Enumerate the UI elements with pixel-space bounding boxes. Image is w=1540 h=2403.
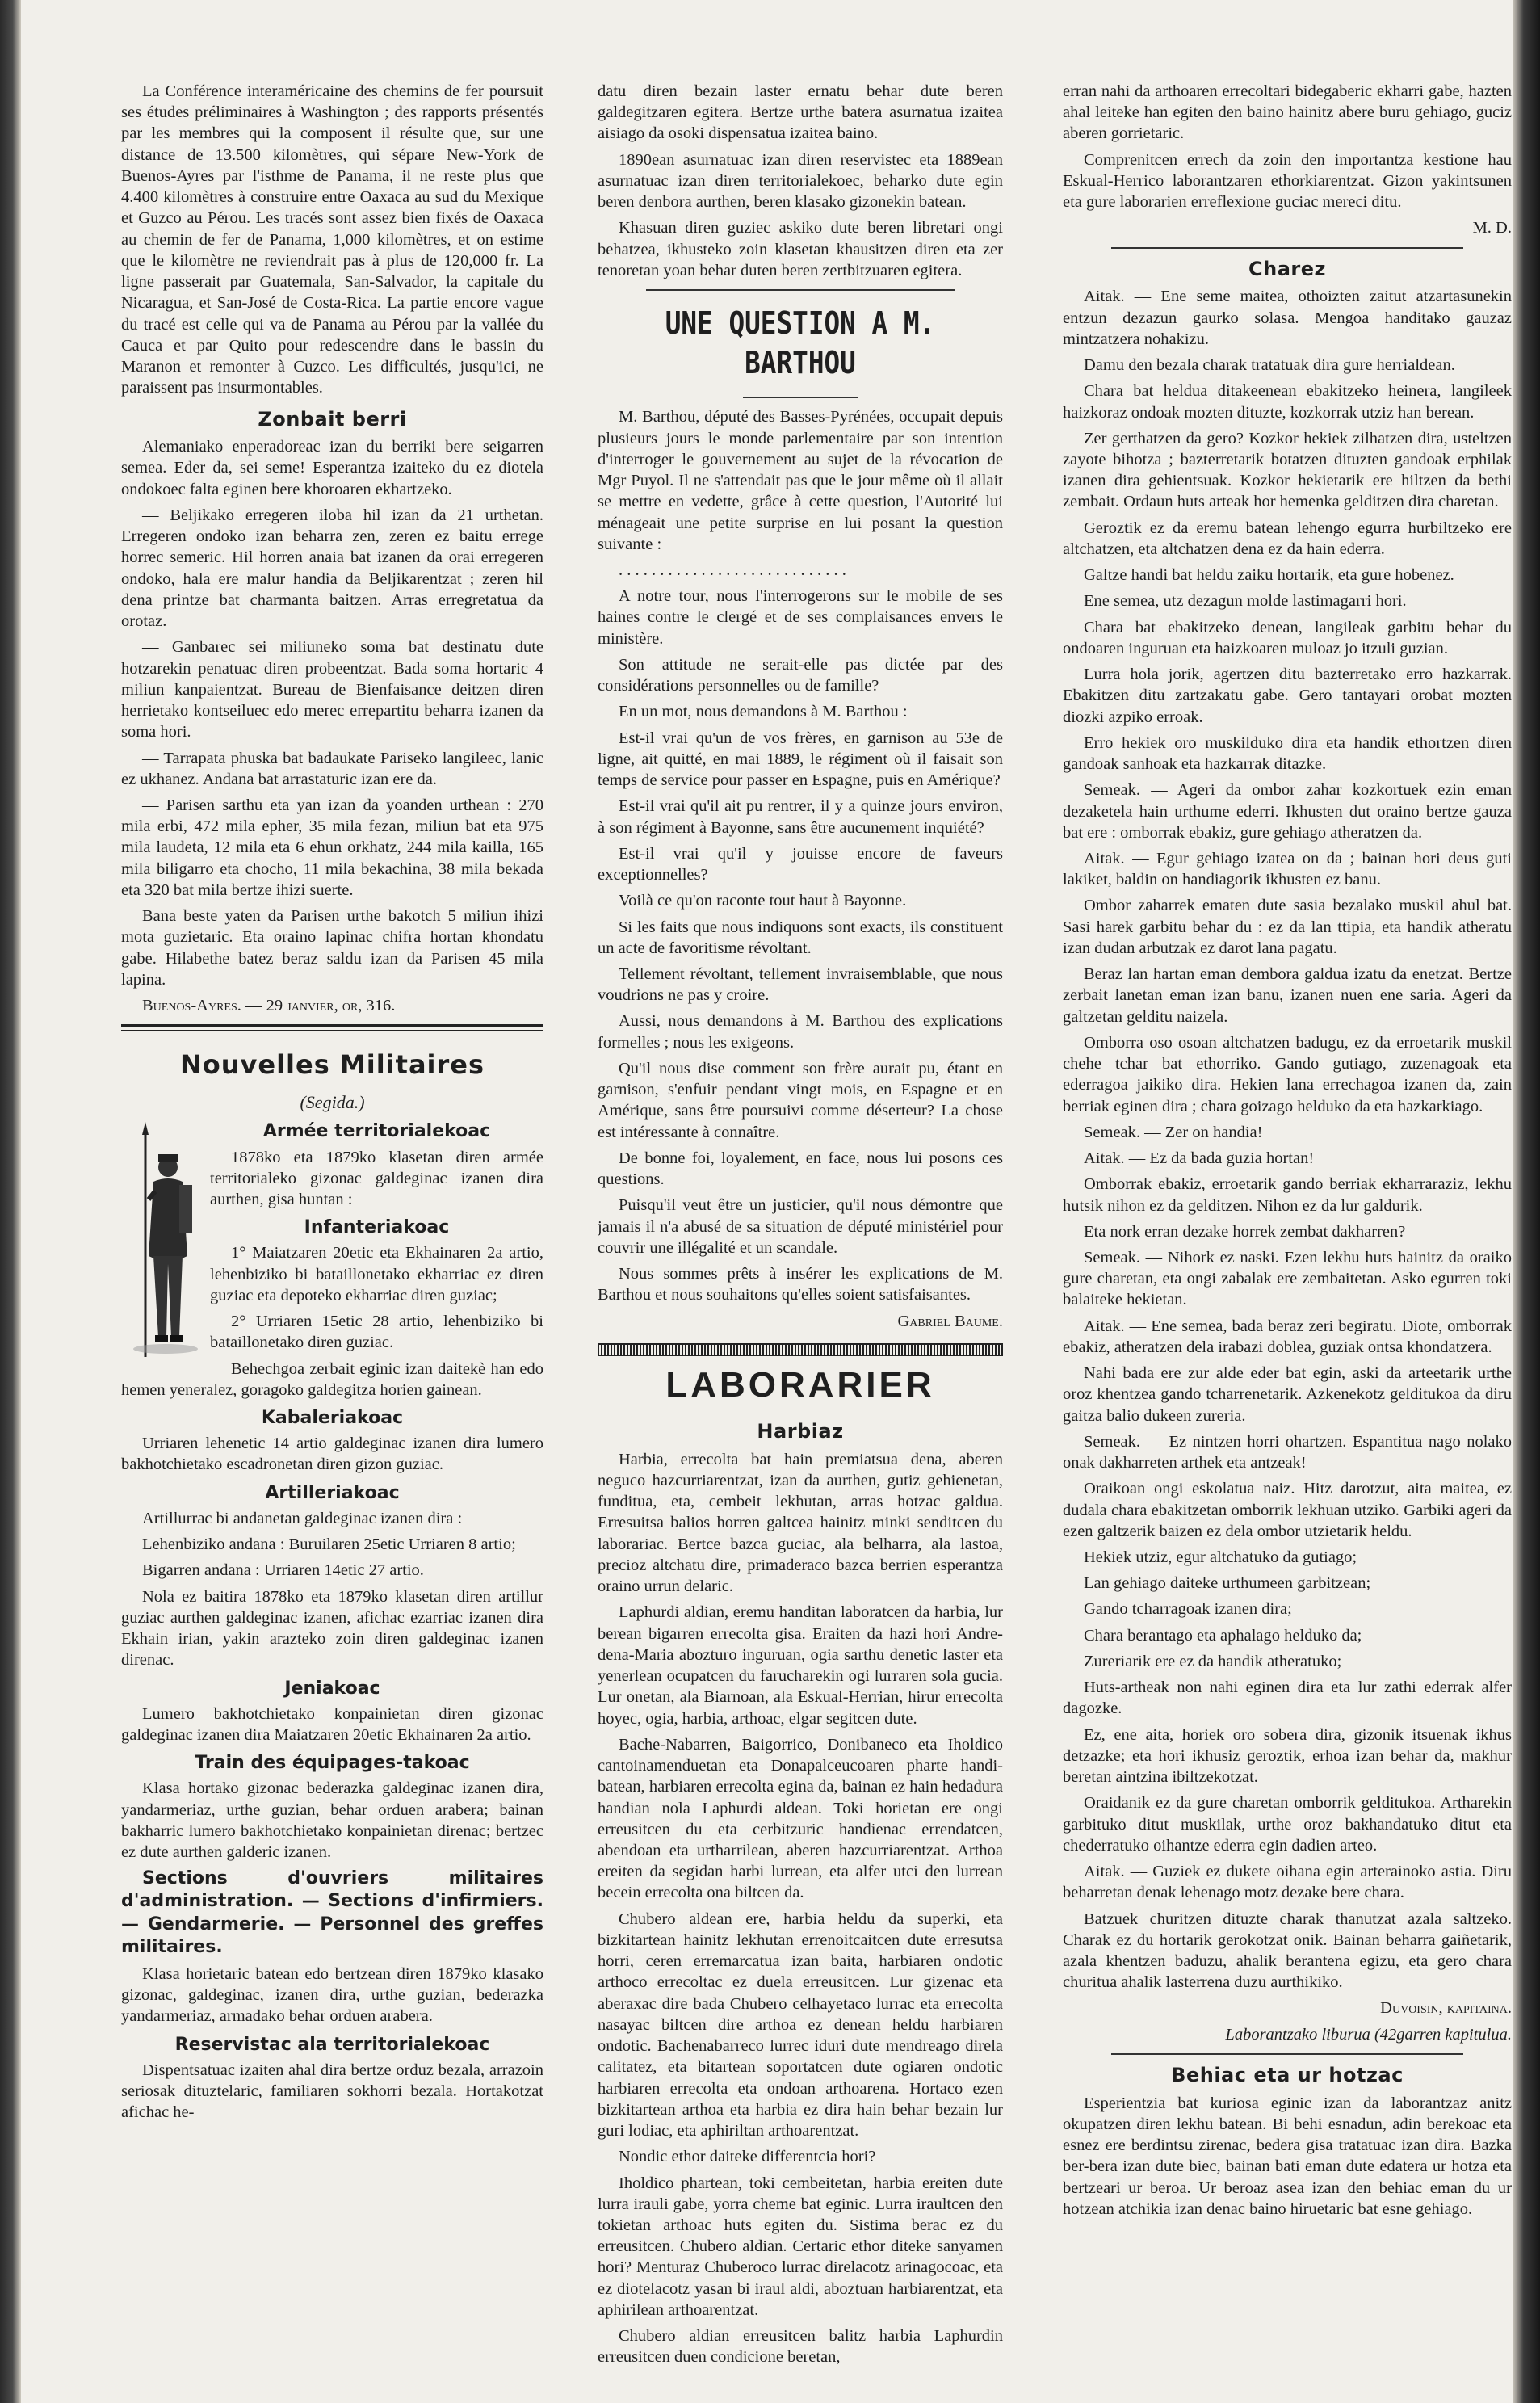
paragraph: Est-il vrai qu'il ait pu rentrer, il y a quinze jours environ, à son régiment à Bayonne, sans être aucunement inquiété? [598,797,1003,837]
dialogue: Batzuek churitzen dituzte charak thanutzat azala saltzeko. Charak ez du hortarik gerokotzat onik. Bainan beharra gaiñetarik, azala khentzen baduzu, ahalik berantena egizu, eta gero chara churitua ahalik lasterrena duzu aurthikiko. [1063,1909,1512,1992]
divider [743,397,858,398]
paragraph: Klasa hortako gizonac bederazka galdeginac izanen dira, yandarmeriaz, urthe guzian, behar orduen arabera; bainan bakharric lumero bakhotchietako konpainietan direnac; bertzec ez dute aurthen galderic izanen. [121,1779,543,1861]
ornamental-band [598,1343,1003,1356]
ellipsis-line: . . . . . . . . . . . . . . . . . . . . . . . . . . . . [619,561,846,579]
dialogue: Aitak. — Ene semea, bada beraz zeri begiratu. Diote, omborrak ebakiz, atheratzen dela irabazi doblea, guziak ontsa khondatzera. [1063,1317,1512,1356]
list-line: Gando tcharragoak izanen dira; [1084,1600,1292,1619]
paragraph: Chubero aldean ere, harbia heldu da superki, eta bizkitartean hainitz lekhutan errenoitcaitcen dute erresutsa horri, ceren erremarcatua izan baita, harbiaren ondotic arthoco errecoltac ez duela erreusitcen. Lur gizenac eta aberaxac dire bada Chubero celhayetaco lurrac eta errecolta nasayac biltcen dire arthoa ez denean heldu harbiaren ondotic. Bachenabarreco lurrec iduri dute mendreago direla calitatez, eta bitartean soportatcen dute ogiaren ondotic harbiaren errecolta eta ondoan arthoarena. Hortaco ezen bizkitartean arthoa eta harbia ez dira hain behar bezain lur guri lodiac, eta aphiriltan arthoarentzat. [598,1909,1003,2140]
dialogue: Omborrak ebakiz, erroetarik gando berriak ekharraraziz, lekhu hutsik nihon ez da gelditzen. Nihon ez da lur galdurik. [1063,1175,1512,1215]
list-line: Hekiek utziz, egur altchatuko da gutiago; [1084,1548,1357,1567]
paragraph: Est-il vrai qu'un de vos frères, en garnison au 53e de ligne, ait quitté, en mai 1889, le régiment où il faisait son temps de service pour passer en Espagne, puis en Amérique? [598,729,1003,790]
paragraph: 1878ko eta 1879ko klasetan diren armée territorialeko gizonac galdeginac izanen dira aurthen, gisa huntan : [210,1148,543,1209]
list-line: Zureriarik ere ez da handik atheratuko; [1084,1652,1342,1670]
paragraph: Est-il vrai qu'il y jouisse encore de faveurs exceptionnelles? [598,844,1003,884]
paragraph: Qu'il nous dise comment son frère aurait pu, étant en garnison, s'enfuir pendant vingt mois, en Espagne et en Amérique, sans être poursuivi comme déserteur? La chose est intéressante à connaître. [598,1059,1003,1141]
paragraph: erran nahi da arthoaren errecoltari bidegaberic ekharri gabe, hazten ahal leiteke han egiten den baino hainitz abere buru gehiago, guciz aberen gorrietaric. [1063,82,1512,143]
heading-artilleria: Artilleriakoac [265,1482,400,1503]
heading-train: Train des équipages-takoac [195,1753,470,1774]
dialogue: Aitak. — Egur gehiago izatea on da ; bainan hori deus guti lakiket, baldin on handiagorik ikhusten ez banu. [1063,849,1512,889]
heading-nouvelles-militaires: Nouvelles Militaires [179,1049,485,1081]
paragraph: Iholdico phartean, toki cembeitetan, harbia ereiten dute lurra irauli gabe, yorra cheme bat eginic. Lurra iraultcen den tokietan arthoac huts egiten du. Sistima berac ez du erreusitcen. Chubero aldian. Certaric ethor diteke sanyamen hori? Menturaz Chuberoco lurrac direlacotz arinagocoac, eta ez diotelacotz yasan bi iraul aldi, aboztuan harbiarentzat, eta aphirilean arthoarentzat. [598,2174,1003,2319]
dialogue: Damu den bezala charak tratatuak dira gure herrialdean. [1084,356,1455,375]
paragraph: Nondic ethor daiteke differentcia hori? [619,2148,876,2166]
dialogue: Oraidanik ez da gure charetan omborrik gelditukoa. Artharekin garbituko ditut muskilak, urthe oroz bakhandatuko ditut eta chederratuko oihantze ederra egin dadien arteo. [1063,1794,1512,1855]
dialogue: Aitak. — Ene seme maitea, othoizten zaitut atzartasunekin entzun dezazun gaurko solasa. Mengoa handitako gauzaz mintzatzera nohakizu. [1063,288,1512,348]
headline-barthou: UNE QUESTION A M. BARTHOU [665,305,936,380]
dateline: Buenos-Ayres. — 29 janvier, or, 316. [142,997,396,1015]
paragraph: Dispentsatuac izaiten ahal dira bertze orduz bezala, arrazoin seriosak dituztelaric, familiaren sokhorri bezala. Hortakotzat afichac he- [121,2061,543,2122]
paragraph: Comprenitcen errech da zoin den importantza kestione hau Eskual-Herrico laborantzaren ethorkiarentzat. Gizon yakintsunen eta gure laborarien erreflexione guciac mereci ditu. [1063,150,1512,212]
dialogue: Lurra hola jorik, agertzen ditu bazterretako erro hazkarrak. Ebakitzen ditu zartzakatu gabe. Gero tantayari orobat mozten diozki azpiko erroak. [1063,666,1512,726]
signature-baume: Gabriel Baume. [897,1312,1003,1330]
paragraph: Si les faits que nous indiquons sont exacts, ils constituent un acte de favoritisme révoltant. [598,918,1003,957]
column-1 [121,81,543,2379]
paragraph: Behechgoa zerbait eginic izan daitekè han edo hemen yeneralez, goragoko galdegitza horien gainean. [121,1359,543,1399]
paragraph: M. Barthou, député des Basses-Pyrénées, occupait depuis plusieurs jours le monde parlementaire par son intention d'interroger le gouvernement au sujet de la révocation de Mgr Puyol. Il ne s'attendait pas que le jour même où il allait se mettre en vedette, grâce à cette question, l'Autorité lui ménageait une petite surprise en lui posant la question suivante : [598,408,1003,553]
heading-behiac: Behiac eta ur hotzac [1171,2063,1404,2086]
divider [1111,2053,1463,2055]
article-conference: La Conférence interaméricaine des chemins de fer poursuit ses études préliminaires à Washington ; des rapports présentés par les membres qui la composent il résulte que, sur une distance de 13.500 kilomètres, qui sépare New-York de Buenos-Ayres par l'isthme de Panama, il ne reste plus que 4.400 kilomètres à construire entre Oaxaca au sud du Mexique et Guzco au Pérou. Les tracés sont assez bien fixés de Oaxaca au chemin de fer de Panama, 1,000 kilomètres, et on estime que le kilomètre ne reviendrait pas à plus de 120,000 fr. La ligne passerait par Guatemala, San-Salvador, la capitale du Nicaragua, et San-José de Costa-Rica. La partie encore vague du tracé est celle qui va de Panama au Pérou par la vallée du Cauca et par Quito pour redescendre dans le bassin du Maranon et remonter à Cuzco. Les difficultés, jusqu'ici, ne paraissent pas insurmontables. [121,82,543,397]
dialogue: Semeak. — Zer on handia! [1084,1123,1263,1141]
paragraph: Laphurdi aldian, eremu handitan laboratcen da harbia, lur berean bigarren errecolta gisa. Eraiten da hazi hori Andre-dena-Maria abozturo inguruan, ogia sarthu denetic laster eta yenerlean ocupatcen du farucharekin ogi lurraren sola gucia. Lur onetan, ala Biarnoan, ala Eskual-Herrian, hirur errecolta hoyec, ogia, harbia, arthoac, elgar segitcen dute. [598,1603,1003,1728]
dialogue: Semeak. — Nihork ez naski. Ezen lekhu huts hainitz da oraiko gure charetan, eta ongi zabalak ere zembaitetan. Asko egurren toki balaiteke hekietan. [1063,1248,1512,1309]
paragraph: Alemaniako enperadoreac izan du berriki bere seigarren semea. Eder da, sei seme! Esperantza izaiteko du ez diotela ondokoec falta eginen bere khoroaren ekhartzeko. [121,438,543,498]
list-line: Lan gehiago daiteke urthumeen garbitzean; [1084,1574,1371,1593]
paragraph: Khasuan diren guziec askiko dute beren libretari ongi behatzea, ikhusteko zoin klasetan khausitzen diren eta zer tenoretan yoan behar duten beren zertbitzuaren egitera. [598,219,1003,279]
heading-reservistac: Reservistac ala territorialekoac [174,2034,490,2055]
paragraph: Esperientzia bat kuriosa eginic izan da laborantzaz anitz okupatzen diren lekhu batean. Bi behi esnadun, adin berekoac eta esnez ere berdintsu zirenac, bedera gisa tratatuac izan dira. Bazka ber-bera izan dute biec, bainan bati eman dute edatera ur hotza eta bertzeari ur beroa. Ur beroaz asea izan den behiac eman du ur hotzean atchikia izan denac baino hiruetaric bat esne gehiago. [1063,2094,1512,2218]
divider [1111,247,1463,249]
dialogue: Zer gerthatzen da gero? Kozkor hekiek zilhatzen dira, usteltzen zayote bihotza ; bazterretarik botatzen dituzten gandoak erphilak izanen dira gehientsuak. Kozkor hekietarik ere hiltzen da bethi zembait. Ordaun huts arteak hor hemenka gelditzen dira charetan. [1063,429,1512,511]
divider [121,1024,543,1031]
scan-left-edge [0,0,21,2403]
paragraph: Tellement révoltant, tellement invraisemblable, que nous voudrions ne pas y croire. [598,964,1003,1005]
paragraph: Bana beste yaten da Parisen urthe bakotch 5 miliun ihizi mota guzietaric. Eta oraino lapinac chifra hortan khondatu gabe. Hilabethe batez beraz saldu izan da Parisen 45 mila lapina. [121,907,543,989]
paragraph: 2° Urriaren 15etic 28 artio, lehenbiziko bi bataillonetako diren guziac. [210,1313,543,1352]
list-line: Huts-artheak non nahi eginen dira eta lur zathi ederrak alfer dagozke. [1063,1678,1512,1718]
dialogue: Ez, ene aita, horiek oro sobera dira, gizonik itsuenak ikhus detzazke; eta hori ikhusiz geroztik, erhoa izan behar da, makhur beretan aintzina ibiltzekotzat. [1063,1725,1512,1787]
paragraph: 1890ean asurnatuac izan diren reservistec eta 1889ean asurnatuac izan diren territorialekoec, beharko dute egin beren denbora aurthen, beren klasako gizonekin batean. [598,150,1003,212]
paragraph: datu diren bezain laster ernatu behar dute beren galdegitzaren egitera. Bertze urthe batera asurnatua izaitea aisiago da osoki dispensatua izaitea baino. [598,82,1003,143]
paragraph: Puisqu'il veut être un justicier, qu'il nous démontre que jamais il n'a abusé de sa situation de député ministériel pour couvrir une illégalité et un scandale. [598,1196,1003,1257]
dialogue: Ombor zaharrek ematen dute sasia bezalako muskil ahul bat. Sasi harek garbitu behar du : ez da lan ttipia, eta handik atheratu izan dudan arbutzak ez darot lana pagatu. [1063,897,1512,957]
dialogue: Geroztik ez da eremu batean lehengo egurra hurbiltzeko ere altchatzen, eta altchatzen dena ez da hain ederra. [1063,519,1512,558]
dialogue: Chara bat ebakitzeko denean, langileak garbitu behar du ondoaren inguruan eta haizkoaren muloaz jo itzuli guzian. [1063,618,1512,657]
paragraph: Nous sommes prêts à insérer les explications de M. Barthou et nous souhaitons qu'elles soient satisfaisantes. [598,1265,1003,1304]
paragraph: — Tarrapata phuska bat badaukate Pariseko langileec, lanic ez ukhanez. Andana bat arrastaturic izan ere da. [121,749,543,788]
paragraph: Harbia, errecolta bat hain premiatsua dena, aberen neguco hazcurriarentzat, izan da aurthen, gutiz gehienetan, funditua, eta, cembeit lekhutan, arras hotzac galdua. Erresuitsa balios horren galtcea hainitz minki senditcen du laborariac. Bertce bazca guciac, ala belharra, ala lastoa, precioz altchatu dire, primaderaco bazca berrien esperantza oraino urrun delaric. [598,1450,1003,1596]
paragraph: Nola ez baitira 1878ko eta 1879ko klasetan diren artillur guziac aurthen galdeginac izanen, afichac ezarriac izanen dira Ekhain irian, yakin arazteko zoin diren galdeginac izanen direnac. [121,1587,543,1670]
heading-segida: (Segida.) [300,1092,365,1113]
paragraph: Aussi, nous demandons à M. Barthou des explications formelles ; nous les exigeons. [598,1012,1003,1052]
heading-zonbait-berri: Zonbait berri [258,407,407,431]
dialogue: Semeak. — Ez nintzen horri ohartzen. Espantitua nago nolako onak dakharreten arthek eta antzeak! [1063,1432,1512,1472]
source-liburua: Laborantzako liburua (42garren kapitulua. [1225,2025,1512,2044]
heading-jeniakoac: Jeniakoac [284,1678,380,1699]
paragraph: Urriaren lehenetic 14 artio galdeginac izanen dira lumero bakhotchietako escadronetan diren gizon guziac. [121,1435,543,1474]
scan-right-edge [1513,0,1540,2403]
paragraph: Lehenbiziko andana : Buruilaren 25etic Urriaren 8 artio; [142,1535,516,1554]
paragraph: 1° Maiatzaren 20etic eta Ekhainaren 2a artio, lehenbiziko bi bataillonetako ekharriac ez diren guziac eta depoteko ekharriac diren guziac; [210,1244,543,1304]
section-laborarier: LABORARIER [665,1364,935,1405]
paragraph: Bigarren andana : Urriaren 14etic 27 artio. [142,1561,424,1580]
dialogue: Chara bat heldua ditakeenean ebakitzeko heinera, langileek haizkoraz ondoak mozten dituzte, kozkorrak utziz han berean. [1063,382,1512,422]
dialogue: Ene semea, utz dezagun molde lastimagarri hori. [1084,592,1407,611]
heading-sections: Sections d'ouvriers militaires d'administration. — Sections d'infirmiers. — Gendarmerie. — Personnel des greffes militaires. [121,1868,543,1957]
paragraph: — Beljikako erregeren iloba hil izan da 21 urthetan. Erregeren ondoko izan beharra zen, zeren ez baitu errege horrec semeric. Hil horren anaia bat izanen da orai erregeren ondoko, hala ere malur handia da Beljikarentzat ; zeren hil dena printze bat charmanta baitzen. Arras erregretatua da orotaz. [121,506,543,631]
list-line: Chara berantago eta aphalago helduko da; [1084,1626,1362,1645]
column-3 [1063,81,1512,2379]
heading-infanteria: Infanteriakoac [304,1217,450,1238]
dialogue: Oraikoan ongi eskolatua naiz. Hitz darotzut, aita maitea, ez dudala chara ebakitzetan omborrik lekhuan utziko. Garbiki ageri da ezen galtzerik baizen ez dela ombor utzietarik heldu. [1063,1480,1512,1540]
paragraph: A notre tour, nous l'interrogerons sur le mobile de ses haines contre le clergé et de ses complaisances envers le ministère. [598,587,1003,648]
dialogue: Beraz lan hartan eman dembora galdua izatu da enetzat. Bertze zerbait lanetan eman izan banu, izanen nuen ene saria. Ageri da galtzetan gelditu naizela. [1063,965,1512,1026]
paragraph: Bache-Nabarren, Baigorrico, Donibaneco eta Iholdico cantoinamenduetan eta Donapalceucoaren pharte handi-batean, harbiaren errecolta egina da, bainan ez hain hedadura handian nola Laphurdi aldean. Toki horietan ere ongi erreusitcen du eta cerbitzuric handienac errendatcen, abendoan eta urtharrilean, aberen hazcurriarentzat. Arthoa ereiten da segidan harbi lurrean, eta alfer utci den lurrean becein errecolta ona biltcen da. [598,1735,1003,1902]
paragraph: — Ganbarec sei miliuneko soma bat destinatu dute hotzarekin penatuac diren probeentzat. Bada soma hortaric 4 miliun kanpaientzat. Bureau de Bienfaisance deitzen diren herrietako kontseiluec edo merec errepartitu beharra izanen da soma hori. [121,638,543,741]
paragraph: Klasa horietaric batean edo bertzean diren 1879ko klasako gizonac, galdeginac, izanen dira, urthe guzian, bederazka yandarmeriaz, armadako behar orduen arabera. [121,1964,543,2026]
heading-armee-territoriale: Armée territorialekoac [262,1121,491,1142]
dialogue: Galtze handi bat heldu zaiku hortarik, eta gure hobenez. [1084,566,1454,585]
paragraph: De bonne foi, loyalement, en face, nous lui posons ces questions. [598,1149,1003,1189]
paragraph: Lumero bakhotchietako konpainietan diren gizonac galdeginac izanen dira Maiatzaren 20etic Ekhainaren 2a artio. [121,1704,543,1744]
signature-duvoisin: Duvoisin, kapitaina. [1380,1999,1512,2018]
signature-md: M. D. [1472,219,1512,237]
soldier-illustration [121,1119,202,1361]
heading-charez: Charez [1248,257,1326,280]
paragraph: Son attitude ne serait-elle pas dictée par des considérations personnelles ou de famille? [598,655,1003,695]
heading-kabaleria: Kabaleriakoac [261,1408,404,1429]
paragraph: Artillurrac bi andanetan galdeginac izanen dira : [142,1509,463,1527]
dialogue: Erro hekiek oro muskilduko dira eta handik ethortzen diren gandoak sanhoak eta hazkarrak ditazke. [1063,733,1512,774]
paragraph: Chubero aldian erreusitcen balitz harbia Laphurdin erreusitcen duen condicione beretan, [598,2327,1003,2367]
divider [646,289,955,291]
dialogue: Semeak. — Ageri da ombor zahar kozkortuek ezin eman dezaketela hain urthume ederri. Ikhusten dut oraino bertze gauza bat ere : omborrak ebakiz, gure gehiago atheratzen da. [1063,781,1512,842]
dialogue: Eta nork erran dezake horrek zembat dakharren? [1084,1222,1406,1241]
column-2 [598,81,1003,2379]
paragraph: Voilà ce qu'on raconte tout haut à Bayonne. [619,892,907,910]
dialogue: Aitak. — Ez da bada guzia hortan! [1084,1149,1315,1168]
paragraph: — Parisen sarthu eta yan izan da yoanden urthean : 270 mila erbi, 472 mila epher, 35 mila fezan, miliun bat eta 975 mila laudeta, 12 mila eta 6 ehun orkhatz, 244 mila kailla, 165 mila biligarro eta chocho, 11 mila bekachina, 38 mila bekada eta 320 bat mila bertze ihizi suerte. [121,796,543,899]
dialogue: Nahi bada ere zur alde eder bat egin, aski da arteetarik urthe oroz khentzea gando tcharrenetarik. Azkenekotz gelditukoa da diru gaitza balio dukeen zureria. [1063,1364,1512,1425]
dialogue: Omborra oso osoan altchatzen badugu, ez da erroetarik muskil chehe tchar bat ethorriko. Gando gutiago, zuzenagoak eta ederragoa jaikiko dira. Hekien lana errechagoa izanen da, zain berriak eginen dira ; chara goizago helduko da eta hazkarkiago. [1063,1033,1512,1115]
heading-harbiaz: Harbiaz [757,1420,844,1443]
paragraph: En un mot, nous demandons à M. Barthou : [619,703,908,721]
dialogue: Aitak. — Guziek ez dukete oihana egin arterainoko astia. Diru beharretan denak lehenago motz dezake bere chara. [1063,1863,1512,1902]
